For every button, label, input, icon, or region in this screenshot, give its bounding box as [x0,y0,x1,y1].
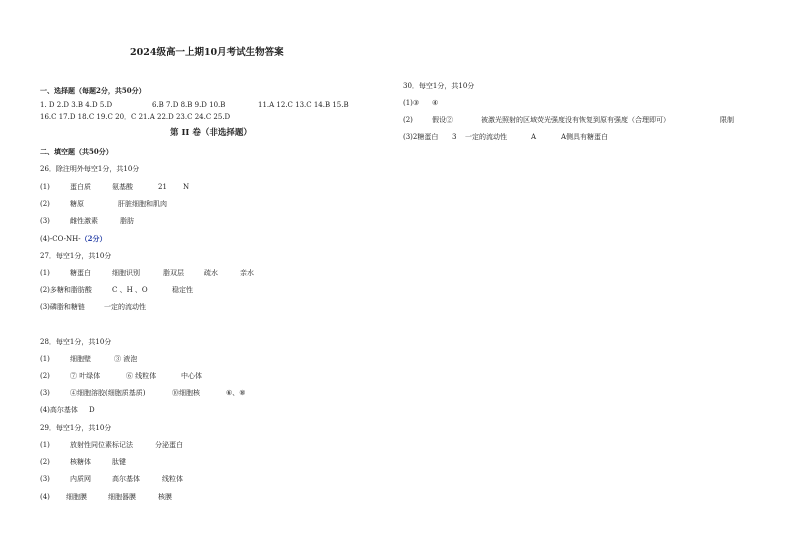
q28-1-b: ③ 液泡 [114,355,138,363]
q27-1-e: 亲水 [240,269,254,277]
q29-3-num: (3) [40,475,50,483]
q30-3-d: A [531,133,537,141]
q28-3-a: ④细胞溶胶(细胞质基质) [70,389,146,397]
section2-heading: 二、填空题（共50分） [40,147,113,156]
q29-1-b: 分泌蛋白 [155,441,183,449]
q29-4-num: (4) [40,493,50,501]
q29-1-num: (1) [40,441,50,449]
q26-2-num: (2) [40,200,50,208]
q30-2-a: 假设② [432,116,453,124]
q30-3-e: A侧具有糖蛋白 [561,133,609,141]
q27-2-b: C 、H 、O [112,286,148,294]
page-title: 2024级高一上期10月考试生物答案 [130,47,284,58]
q29-2-b: 肽键 [112,458,126,466]
q29-1-a: 放射性同位素标记法 [70,441,133,449]
q27-1-a: 糖蛋白 [70,269,91,277]
q27-3-b: 一定的流动性 [104,303,146,311]
q26-4 [40,234,106,244]
q26-4-points: （2分） [80,234,107,243]
q27-2-c: 稳定性 [172,286,193,294]
q27-1-c: 脂双层 [163,269,184,277]
q26-3-num: (3) [40,217,50,225]
q26-1-d: N [183,183,190,191]
q29-3-a: 内质网 [70,475,91,483]
q26-1-b: 氨基酸 [112,183,133,191]
mc-answers-1-5: 1. D 2.D 3.B 4.D 5.D [40,101,113,109]
q26-3-b: 脂肪 [120,217,134,225]
q28-2-c: 中心体 [181,372,202,380]
section1-heading: 一、选择题（每题2分，共50分） [40,86,146,95]
q28-2-b: ⑥ 线粒体 [126,372,157,380]
q28-2-num: (2) [40,372,50,380]
q29-4-b: 细胞器膜 [108,493,136,501]
q30-1-a: (1)③ [403,99,420,107]
q26-heading: 26．除注明外每空1分，共10分 [40,165,140,173]
q26-2-b: 肝脏细胞和肌肉 [118,200,167,208]
q30-3-c: 一定的流动性 [465,133,507,141]
q27-1-b: 细胞识别 [112,269,140,277]
q28-3-b: ⑩细胞核 [172,389,200,397]
q26-1-a: 蛋白质 [70,183,91,191]
q30-3-b: 3 [452,133,457,141]
q28-3-num: (3) [40,389,50,397]
q28-heading: 28．每空1分，共10分 [40,338,112,346]
q27-1-d: 疏水 [204,269,218,277]
q27-2-a: (2)多糖和脂肪酸 [40,286,92,294]
part2-title: 第 II 卷（非选择题） [170,128,252,138]
q26-2-a: 糖原 [70,200,84,208]
q27-1-num: (1) [40,269,50,277]
q26-3-a: 雌性激素 [70,217,98,225]
q27-3-a: (3)磷脂和糖链 [40,303,85,311]
q30-2-c: 限制 [720,116,734,124]
q30-2-b: 被激光照射的区域荧光强度没有恢复到原有强度（合理即可） [481,116,670,124]
q29-3-b: 高尔基体 [112,475,140,483]
q29-4-a: 细胞膜 [66,493,87,501]
q29-2-num: (2) [40,458,50,466]
q30-3-a: (3)2糖蛋白 [403,133,439,141]
q30-1-b: ④ [432,99,439,107]
q28-4-a: (4)高尔基体 [40,406,78,414]
q28-1-a: 细胞壁 [70,355,91,363]
q27-heading: 27．每空1分，共10分 [40,252,112,260]
q30-heading: 30．每空1分，共10分 [403,82,475,90]
q29-2-a: 核糖体 [70,458,91,466]
q28-3-c: ⑥、⑧ [226,389,246,397]
q28-2-a: ⑦ 叶绿体 [70,372,101,380]
q28-4-b: D [89,406,95,414]
q28-1-num: (1) [40,355,50,363]
mc-answers-6-10: 6.B 7.D 8.B 9.D 10.B [152,101,226,109]
q29-3-c: 线粒体 [162,475,183,483]
q30-2-num: (2) [403,116,413,124]
q26-1-num: (1) [40,183,50,191]
q26-1-c: 21 [158,183,167,191]
q26-4-answer: (4)-CO-NH- [40,235,81,243]
q29-heading: 29．每空1分，共10分 [40,424,112,432]
mc-answers-11-15: 11.A 12.C 13.C 14.B 15.B [258,101,349,109]
mc-answers-16-25: 16.C 17.D 18.C 19.C 20．C 21.A 22.D 23.C 24.C 25.D [40,113,231,121]
q29-4-c: 核膜 [158,493,172,501]
